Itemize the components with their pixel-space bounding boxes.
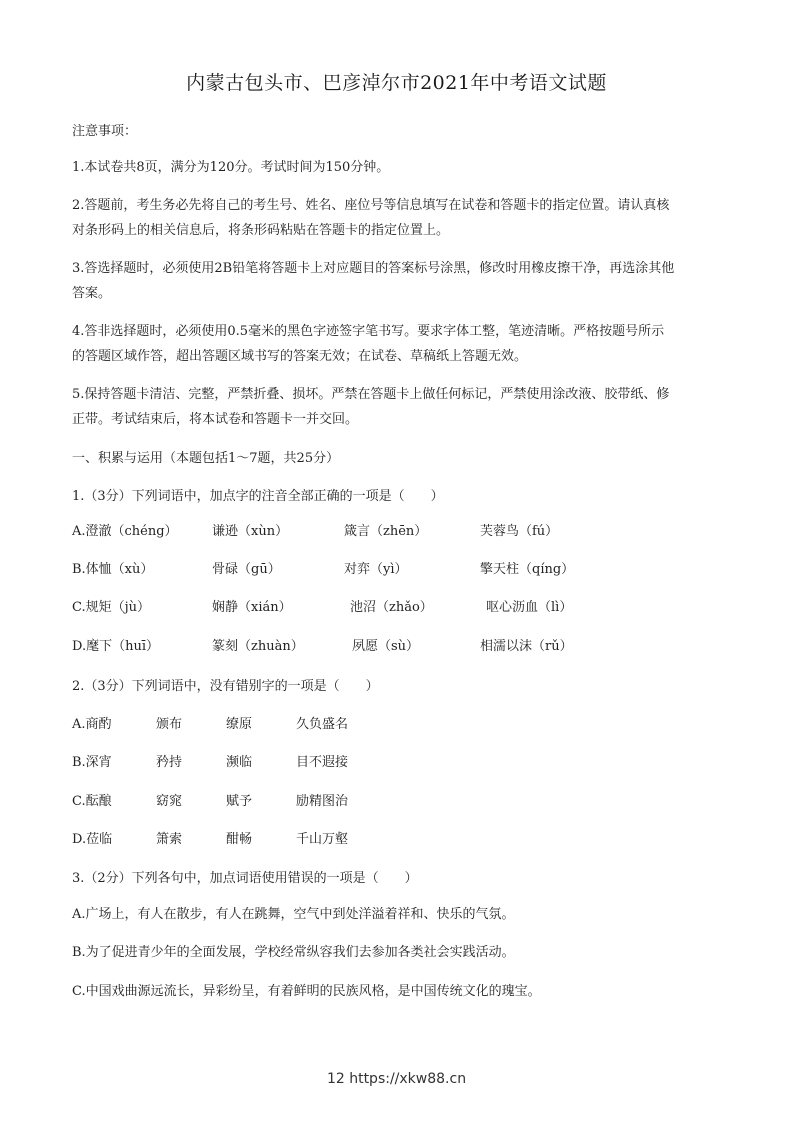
option-cell: 缭原 [226, 717, 253, 732]
notice-line: 的答题区域作答，超出答题区域书写的答案无效；在试卷、草稿纸上答题无效。 [72, 349, 528, 364]
option-cell: 骨碌（gū） [212, 562, 281, 577]
option-cell: 酣畅 [226, 832, 253, 847]
option-cell: 矜持 [156, 755, 183, 770]
notice-line: 4.答非选择题时，必须使用0.5毫米的黑色字迹签字笔书写。要求字体工整，笔迹清晰。严格按题号所示 [72, 324, 665, 339]
option-cell: 千山万壑 [296, 832, 349, 847]
option-cell: A.商酌 [72, 717, 112, 732]
option-cell: 目不遐接 [296, 755, 349, 770]
section-heading: 一、积累与运用（本题包括1～7题，共25分） [72, 451, 340, 466]
option-cell: B.深宵 [72, 755, 112, 770]
option-row-d [72, 830, 732, 850]
option-cell: 篆刻（zhuàn） [212, 639, 304, 654]
option-cell: C.酝酿 [72, 794, 112, 809]
option-cell: D.莅临 [72, 832, 113, 847]
option-cell: 相濡以沫（rǔ） [480, 639, 573, 654]
option-row-d [72, 637, 732, 657]
option-row-a [72, 522, 732, 542]
option-cell: 芙蓉鸟（fú） [480, 524, 559, 539]
option-cell: 擎天柱（qíng） [480, 562, 575, 577]
notice-line: 1.本试卷共8页，满分为120分。考试时间为150分钟。 [72, 160, 390, 175]
option-row-b [72, 560, 732, 580]
page-footer: 12 https://xkw88.cn [326, 1071, 467, 1087]
option-cell: 赋予 [226, 794, 253, 809]
page-title: 内蒙古包头市、巴彦淖尔市2021年中考语文试题 [186, 72, 607, 94]
option-cell: 箴言（zhēn） [344, 524, 428, 539]
option-cell: 窈窕 [156, 794, 183, 809]
option-cell: B.体恤（xù） [72, 562, 154, 577]
question-stem-2: 2.（3分）下列词语中，没有错别字的一项是（ ） [72, 679, 379, 694]
option-row-a [72, 715, 732, 735]
notice-heading: 注意事项： [72, 124, 138, 139]
notice-line: 对条形码上的相关信息后，将条形码粘贴在答题卡的指定位置上。 [72, 223, 450, 238]
option-cell: 濒临 [226, 755, 253, 770]
option-sentence-a: A.广场上，有人在散步，有人在跳舞，空气中到处洋溢着祥和、快乐的气氛。 [72, 907, 515, 922]
notice-line: 2.答题前，考生务必先将自己的考生号、姓名、座位号等信息填写在试卷和答题卡的指定位置。请认真核 [72, 198, 670, 213]
option-cell: 箫索 [156, 832, 183, 847]
option-row-c [72, 792, 732, 812]
option-cell: 池沼（zhǎo） [350, 600, 433, 615]
option-cell: 谦逊（xùn） [212, 524, 289, 539]
notice-line: 3.答选择题时，必须使用2B铅笔将答题卡上对应题目的答案标号涂黑，修改时用橡皮擦干净，再选涂其他 [72, 261, 675, 276]
question-stem-1: 1.（3分）下列词语中，加点字的注音全部正确的一项是（ ） [72, 489, 444, 504]
option-cell: 呕心沥血（lì） [486, 600, 573, 615]
option-sentence-b: B.为了促进青少年的全面发展，学校经常纵容我们去参加各类社会实践活动。 [72, 945, 515, 960]
notice-line: 5.保持答题卡清洁、完整，严禁折叠、损坏。严禁在答题卡上做任何标记，严禁使用涂改液、胶带纸、修 [72, 387, 670, 402]
option-sentence-c: C.中国戏曲源远流长，异彩纷呈，有着鲜明的民族风格，是中国传统文化的瑰宝。 [72, 984, 541, 999]
option-row-b [72, 753, 732, 773]
question-stem-3: 3.（2分）下列各句中，加点词语使用错误的一项是（ ） [72, 871, 418, 886]
option-row-c [72, 598, 732, 618]
option-cell: 励精图治 [296, 794, 349, 809]
option-cell: D.麾下（huī） [72, 639, 159, 654]
notice-line: 答案。 [72, 286, 112, 301]
option-cell: 久负盛名 [296, 717, 349, 732]
option-cell: 颁布 [156, 717, 183, 732]
option-cell: 夙愿（sù） [352, 639, 420, 654]
option-cell: C.规矩（jù） [72, 600, 151, 615]
notice-line: 正带。考试结束后，将本试卷和答题卡一并交回。 [72, 412, 359, 427]
option-cell: A.澄澈（chéng） [72, 524, 178, 539]
option-cell: 娴静（xián） [212, 600, 292, 615]
option-cell: 对弈（yì） [344, 562, 408, 577]
